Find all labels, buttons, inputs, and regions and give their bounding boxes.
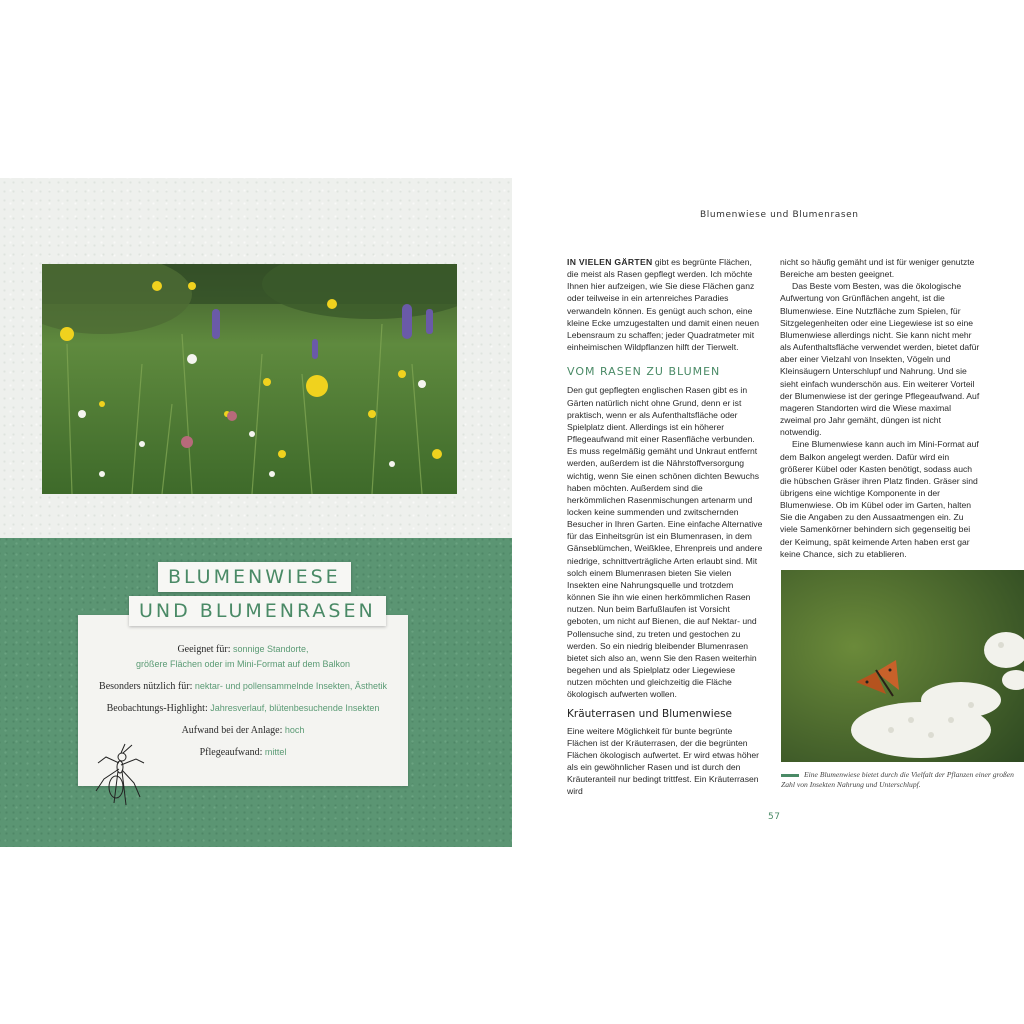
body-paragraph: Eine weitere Möglichkeit für bunte begrünte Flächen ist der Kräuterrasen, der die begrünten Flächen ökologisch aufwertet. Er wird etwas höher als ein gewöhnlicher Rasen und ist durch den Kräuteranteil nur bedingt trittfest. Ein Kräuterrasen wird (567, 725, 760, 797)
book-spread (0, 178, 1024, 847)
running-head: Blumenwiese und Blumenrasen (700, 210, 859, 220)
intro-text: gibt es begrünte Flächen, die meist als Rasen gepflegt werden. Ich möchte Ihnen hier aufzeigen, wie Sie diese Flächen ganz oder teilweise in ein artenreiches Paradies verwandeln können. Es genügt auch schon, eine kleine Ecke umzugestalten und damit einen neuen Lebensraum zu schaffen; jeder Quadratmeter mit einheimischen Wildpflanzen hilft der Tierwelt. (567, 257, 760, 353)
meadow-photo (42, 264, 457, 494)
info-row-effort-setup (78, 725, 408, 736)
text-column-2 (780, 256, 980, 560)
info-row-highlight (78, 703, 408, 714)
page-title-line1: BLUMENWIESE (158, 562, 351, 592)
info-row-suitable-cont (78, 659, 408, 670)
info-value: größere Flächen oder im Mini-Format auf dem Balkon (135, 659, 351, 669)
body-paragraph: Das Beste vom Besten, was die ökologische Aufwertung von Grünflächen angeht, ist die Blumenwiese. Eine Nutzfläche zum Spielen, für Sitzgelegenheiten oder eine Liegewiese ist so eine Blumenwiese allerdings nicht. Sie kann nicht mehr als Aufenthaltsfläche verwendet werden, bietet dafür aber einer Vielzahl von Insekten, Vögeln und Kleinsäugern Unterschlupf und Nahrung. Und sie sieht einfach wunderschön aus. Ein weiterer Vorteil der Blumenwiese ist der geringe Pflegeaufwand. Auf mageren Standorten wird die Wiese maximal zweimal pro Jahr gemäht, düngen ist nicht notwendig. (780, 281, 980, 438)
info-value: hoch (284, 725, 305, 735)
page-title-line2: UND BLUMENRASEN (129, 596, 386, 626)
ant-icon (92, 743, 152, 812)
page-number: 57 (768, 812, 781, 822)
info-value: Jahresverlauf, blütenbesuchende Insekten (210, 703, 380, 713)
section-heading: VOM RASEN ZU BLUMEN (567, 365, 721, 379)
info-value: mittel (264, 747, 287, 757)
butterfly-photo-illustration (781, 570, 1024, 762)
info-label: Geeignet für: (177, 644, 231, 655)
info-row-useful (78, 681, 408, 692)
photo-caption (781, 770, 1016, 790)
info-value: sonnige Standorte, (232, 644, 309, 654)
caption-accent-bar (781, 774, 799, 777)
right-page (512, 178, 1024, 847)
info-label: Aufwand bei der Anlage: (181, 725, 283, 736)
info-row-suitable (78, 644, 408, 655)
lead-in: IN VIELEN GÄRTEN (567, 257, 653, 267)
body-paragraph: Eine Blumenwiese kann auch im Mini-Format auf dem Balkon angelegt werden. Dafür wird ein größerer Kübel oder Kasten benötigt, sodass auch die hübschen Gräser ihren Platz finden. Gräser sind übrigens eine wichtige Komponente in der Blumenwiese. Ob im Kübel oder im Garten, halten Sie die Angaben zu den Aussaatmengen ein. Zu viele Samenkörner behindern sich gegenseitig bei der Keimung, spät keimende Arten haben erst gar keine Chance, sich zu etablieren. (780, 439, 979, 559)
left-page (0, 178, 512, 847)
meadow-photo-illustration (42, 264, 457, 494)
info-value: nektar- und pollensammelnde Insekten, Ästhetik (194, 681, 387, 691)
butterfly-photo (781, 570, 1024, 762)
intro-paragraph (567, 256, 763, 353)
body-paragraph: nicht so häufig gemäht und ist für weniger genutzte Bereiche am besten geeignet. (780, 257, 975, 280)
info-label: Besonders nützlich für: (99, 681, 193, 692)
body-paragraph: Den gut gepflegten englischen Rasen gibt es in Gärten natürlich nicht ohne Grund, denn er ist praktisch, wenn er als Aufenthaltsfläche oder Spielplatz dient. Allerdings ist ein höherer Pflegeaufwand mit einer Rasenfläche verbunden. Es muss regelmäßig gemäht und Unkraut entfernt werden, außerdem ist die Nährstoffversorgung wichtig, wenn Sie einen schönen dichten Bewuchs haben möchten. Außerdem sind die herkömmlichen Rasenmischungen artenarm und locken keine summenden und zwitschernden Besucher in Ihren Garten. Eine einfache Alternative für das Einheitsgrün ist ein Blumenrasen, in dem Gänseblümchen, Weißklee, Ehrenpreis und andere niedrige, schnittverträgliche Arten erlaubt sind. Mit solch einem Blumenrasen bieten Sie vielen Insekten eine Nahrungsquelle und trotzdem können Sie ihn wie einen herkömmlichen Rasen nutzen. Nun beim Barfußlaufen ist Vorsicht geboten, um nicht auf Bienen, die auf Nektar- und Pollensuche sind, zu treten und gestochen zu werden. So ein niedrig bleibender Blumenrasen bietet sich also an, wenn Sie den Rasen weiterhin begehen und als Spielplatz oder Liegewiese nutzen möchten und gleichzeitig die Fläche ökologisch aufwerten wollen. (567, 385, 763, 700)
caption-text: Eine Blumenwiese bietet durch die Vielfalt der Pflanzen einer großen Zahl von Insekten Nahrung und Unterschlupf. (781, 770, 1014, 789)
info-label: Beobachtungs-Highlight: (106, 703, 208, 714)
text-column-1 (567, 256, 763, 798)
info-label: Pflegeaufwand: (199, 747, 263, 758)
subsection-heading: Kräuterrasen und Blumenwiese (567, 708, 733, 721)
